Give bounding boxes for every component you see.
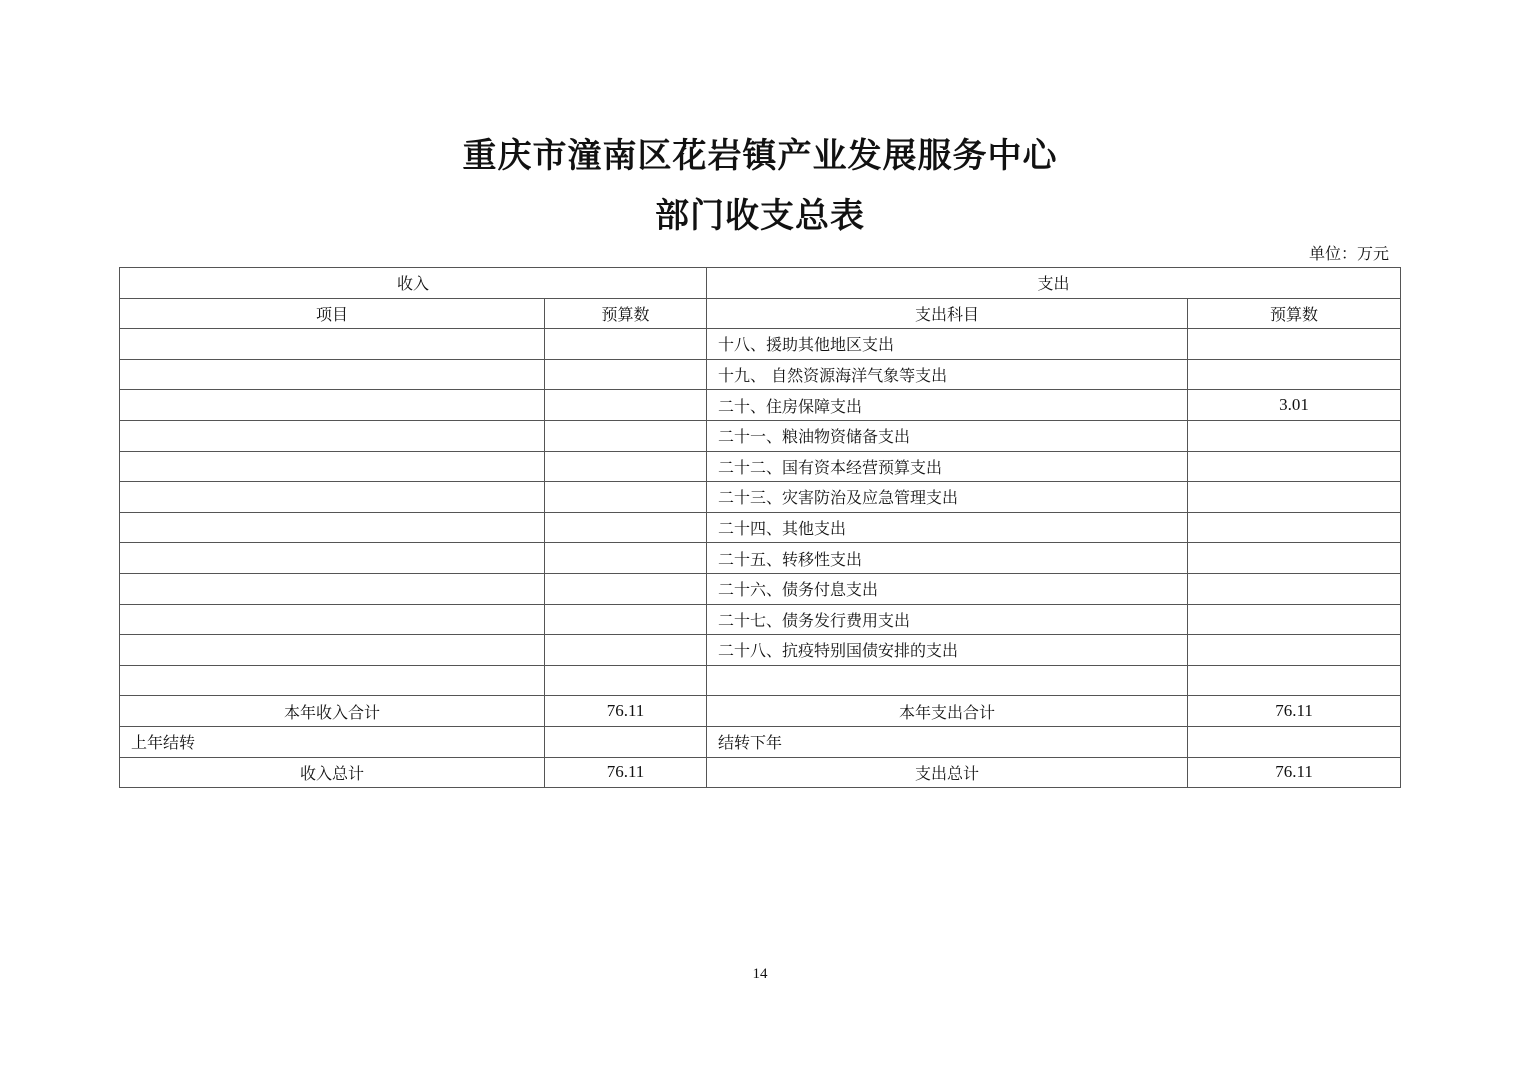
- income-amount-cell: [545, 635, 707, 666]
- expense-section-header: 支出: [707, 268, 1401, 299]
- table-row: [120, 635, 1401, 666]
- expense-item-cell: 二十二、国有资本经营预算支出: [707, 451, 1188, 482]
- income-item-cell: [120, 635, 545, 666]
- income-item-cell: [120, 512, 545, 543]
- income-item-cell: [120, 451, 545, 482]
- table-row: [120, 390, 1401, 421]
- expense-amount-cell: [1188, 635, 1401, 666]
- expense-amount-cell: [1188, 665, 1401, 696]
- year-totals-row: [120, 696, 1401, 727]
- header-row-sections: [120, 268, 1401, 299]
- expense-item-cell: 二十三、灾害防治及应急管理支出: [707, 482, 1188, 513]
- expense-item-cell: 二十五、转移性支出: [707, 543, 1188, 574]
- income-amount-cell: [545, 482, 707, 513]
- table-row: [120, 604, 1401, 635]
- income-grand-total-amount: 76.11: [545, 757, 707, 788]
- income-amount-cell: [545, 420, 707, 451]
- expense-amount-cell: [1188, 573, 1401, 604]
- expense-carryover-label: 结转下年: [707, 726, 1188, 757]
- income-year-total-amount: 76.11: [545, 696, 707, 727]
- expense-year-total-amount: 76.11: [1188, 696, 1401, 727]
- expense-item-cell: 二十六、债务付息支出: [707, 573, 1188, 604]
- expense-item-cell: 二十一、粮油物资储备支出: [707, 420, 1188, 451]
- income-amount-cell: [545, 604, 707, 635]
- income-amount-cell: [545, 390, 707, 421]
- expense-carryover-amount: [1188, 726, 1401, 757]
- income-amount-cell: [545, 451, 707, 482]
- expense-grand-total-amount: 76.11: [1188, 757, 1401, 788]
- expense-amount-cell: [1188, 359, 1401, 390]
- income-section-header: 收入: [120, 268, 707, 299]
- table-row: [120, 573, 1401, 604]
- document-subtitle: 部门收支总表: [655, 196, 865, 236]
- carryover-row: [120, 726, 1401, 757]
- income-amount-cell: [545, 665, 707, 696]
- income-amount-cell: [545, 573, 707, 604]
- expense-amount-cell: [1188, 604, 1401, 635]
- table-row: [120, 420, 1401, 451]
- income-year-total-label: 本年收入合计: [120, 696, 545, 727]
- income-grand-total-label: 收入总计: [120, 757, 545, 788]
- income-carryover-label: 上年结转: [120, 726, 545, 757]
- expense-amount-cell: [1188, 451, 1401, 482]
- expense-item-cell: 二十四、其他支出: [707, 512, 1188, 543]
- expense-item-cell: [707, 665, 1188, 696]
- header-row-columns: [120, 298, 1401, 329]
- income-amount-cell: [545, 359, 707, 390]
- income-item-cell: [120, 573, 545, 604]
- income-budget-header: 预算数: [545, 298, 707, 329]
- page-number: 14: [752, 966, 768, 982]
- income-item-cell: [120, 543, 545, 574]
- income-item-cell: [120, 482, 545, 513]
- income-item-cell: [120, 420, 545, 451]
- income-amount-cell: [545, 543, 707, 574]
- table-row: [120, 665, 1401, 696]
- expense-item-cell: 十九、 自然资源海洋气象等支出: [707, 359, 1188, 390]
- income-carryover-amount: [545, 726, 707, 757]
- income-item-cell: [120, 359, 545, 390]
- expense-grand-total-label: 支出总计: [707, 757, 1188, 788]
- income-item-cell: [120, 329, 545, 360]
- expense-item-cell: 二十七、债务发行费用支出: [707, 604, 1188, 635]
- expense-amount-cell: [1188, 482, 1401, 513]
- income-amount-cell: [545, 329, 707, 360]
- budget-summary-table: [119, 267, 1401, 788]
- expense-budget-header: 预算数: [1188, 298, 1401, 329]
- table-row: [120, 329, 1401, 360]
- income-item-cell: [120, 604, 545, 635]
- expense-amount-cell: [1188, 329, 1401, 360]
- unit-label: 单位：万元: [1308, 244, 1389, 263]
- income-item-cell: [120, 665, 545, 696]
- table-row: [120, 482, 1401, 513]
- table-row: [120, 512, 1401, 543]
- expense-amount-cell: 3.01: [1188, 390, 1401, 421]
- income-item-cell: [120, 390, 545, 421]
- grand-totals-row: [120, 757, 1401, 788]
- expense-amount-cell: [1188, 512, 1401, 543]
- expense-item-cell: 二十、住房保障支出: [707, 390, 1188, 421]
- income-amount-cell: [545, 512, 707, 543]
- expense-amount-cell: [1188, 543, 1401, 574]
- expense-item-cell: 十八、援助其他地区支出: [707, 329, 1188, 360]
- expense-item-cell: 二十八、抗疫特别国债安排的支出: [707, 635, 1188, 666]
- table-row: [120, 451, 1401, 482]
- expense-year-total-label: 本年支出合计: [707, 696, 1188, 727]
- table-row: [120, 359, 1401, 390]
- income-item-header: 项目: [120, 298, 545, 329]
- expense-item-header: 支出科目: [707, 298, 1188, 329]
- table-row: [120, 543, 1401, 574]
- expense-amount-cell: [1188, 420, 1401, 451]
- document-title: 重庆市潼南区花岩镇产业发展服务中心: [462, 136, 1058, 176]
